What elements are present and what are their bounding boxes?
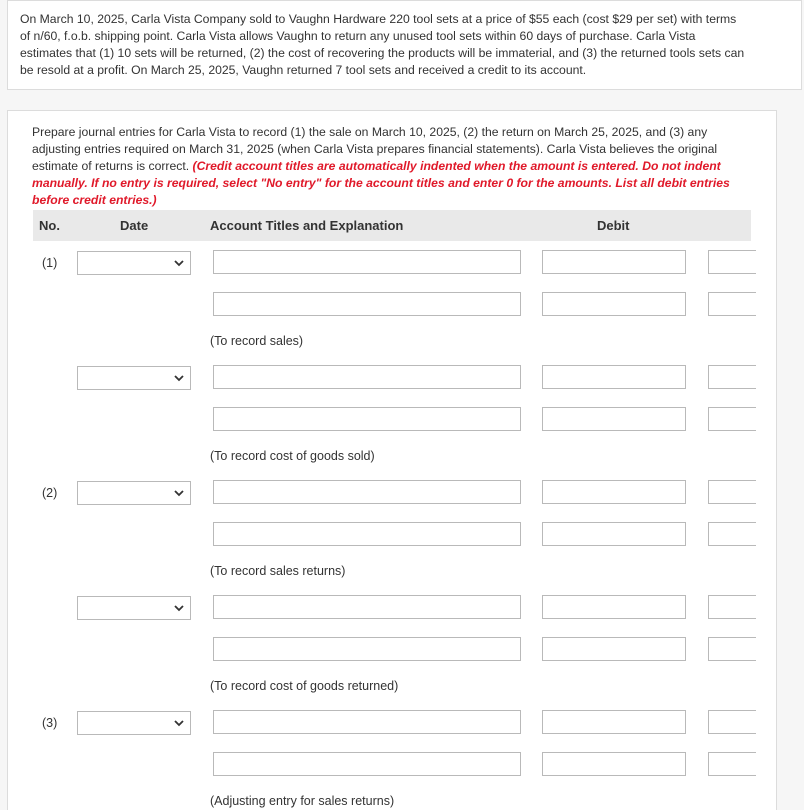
- credit-input[interactable]: [708, 365, 756, 389]
- credit-input[interactable]: [708, 637, 756, 661]
- credit-input[interactable]: [708, 752, 756, 776]
- account-title-input[interactable]: [213, 365, 521, 389]
- debit-input[interactable]: [542, 407, 686, 431]
- chevron-down-icon: [173, 602, 185, 614]
- account-title-input[interactable]: [213, 292, 521, 316]
- credit-input[interactable]: [708, 292, 756, 316]
- date-select[interactable]: [77, 481, 191, 505]
- entry-memo: (To record sales returns): [210, 564, 346, 578]
- date-select[interactable]: [77, 366, 191, 390]
- debit-input[interactable]: [542, 637, 686, 661]
- date-select[interactable]: [77, 596, 191, 620]
- chevron-down-icon: [173, 372, 185, 384]
- chevron-down-icon: [173, 257, 185, 269]
- table-header: [33, 210, 751, 241]
- account-title-input[interactable]: [213, 752, 521, 776]
- debit-input[interactable]: [542, 522, 686, 546]
- instructions: [32, 124, 742, 209]
- debit-input[interactable]: [542, 752, 686, 776]
- debit-input[interactable]: [542, 480, 686, 504]
- header-date: Date: [120, 218, 149, 233]
- credit-input[interactable]: [708, 522, 756, 546]
- task-card: [7, 110, 777, 810]
- chevron-down-icon: [173, 717, 185, 729]
- entry-memo: (Adjusting entry for sales returns): [210, 794, 395, 808]
- credit-input[interactable]: [708, 710, 756, 734]
- credit-input[interactable]: [708, 480, 756, 504]
- entry-memo: (To record sales): [210, 334, 304, 348]
- header-no: No.: [39, 218, 60, 233]
- entry-number-3: (3): [42, 716, 58, 730]
- account-title-input[interactable]: [213, 710, 521, 734]
- entry-memo: (To record cost of goods returned): [210, 679, 399, 693]
- problem-statement: On March 10, 2025, Carla Vista Company sold to Vaughn Hardware 220 tool sets at a price of $55 each (cost $29 per set) with terms of n/60, f.o.b. shipping point. Carla Vista allows Vaughn to return any unused tool sets within 60 days of purchase. Carla Vista estimates that (1) 10 sets will be returned, (2) the cost of recovering the products will be immaterial, and (3) the returned tools sets can be resold at a profit. On March 25, 2025, Vaughn returned 7 tool sets and received a credit to its account.: [20, 12, 745, 77]
- chevron-down-icon: [173, 487, 185, 499]
- date-select[interactable]: [77, 711, 191, 735]
- account-title-input[interactable]: [213, 522, 521, 546]
- account-title-input[interactable]: [213, 637, 521, 661]
- header-debit: Debit: [597, 218, 630, 233]
- header-account: Account Titles and Explanation: [210, 218, 404, 233]
- credit-input[interactable]: [708, 250, 756, 274]
- debit-input[interactable]: [542, 710, 686, 734]
- entry-number-1: (1): [42, 256, 58, 270]
- account-title-input[interactable]: [213, 595, 521, 619]
- problem-card: [7, 0, 802, 90]
- instructions-note: (Credit account titles are automatically indented when the amount is entered. Do not indent manually. If no entry is required, select "No entry" for the account titles and enter 0 for the amounts. List all debit entries before credit entries.): [32, 159, 730, 207]
- date-select[interactable]: [77, 251, 191, 275]
- account-title-input[interactable]: [213, 250, 521, 274]
- debit-input[interactable]: [542, 365, 686, 389]
- credit-input[interactable]: [708, 595, 756, 619]
- entry-number-2: (2): [42, 486, 58, 500]
- debit-input[interactable]: [542, 292, 686, 316]
- instructions-text: Prepare journal entries for Carla Vista to record (1) the sale on March 10, 2025, (2) the return on March 25, 2025, and (3) any adjusting entries required on March 31, 2025 (when Carla Vista prepares financial statements). Carla Vista believes the original estimate of returns is correct.: [32, 125, 718, 173]
- debit-input[interactable]: [542, 250, 686, 274]
- entry-memo: (To record cost of goods sold): [210, 449, 375, 463]
- account-title-input[interactable]: [213, 407, 521, 431]
- debit-input[interactable]: [542, 595, 686, 619]
- credit-input[interactable]: [708, 407, 756, 431]
- account-title-input[interactable]: [213, 480, 521, 504]
